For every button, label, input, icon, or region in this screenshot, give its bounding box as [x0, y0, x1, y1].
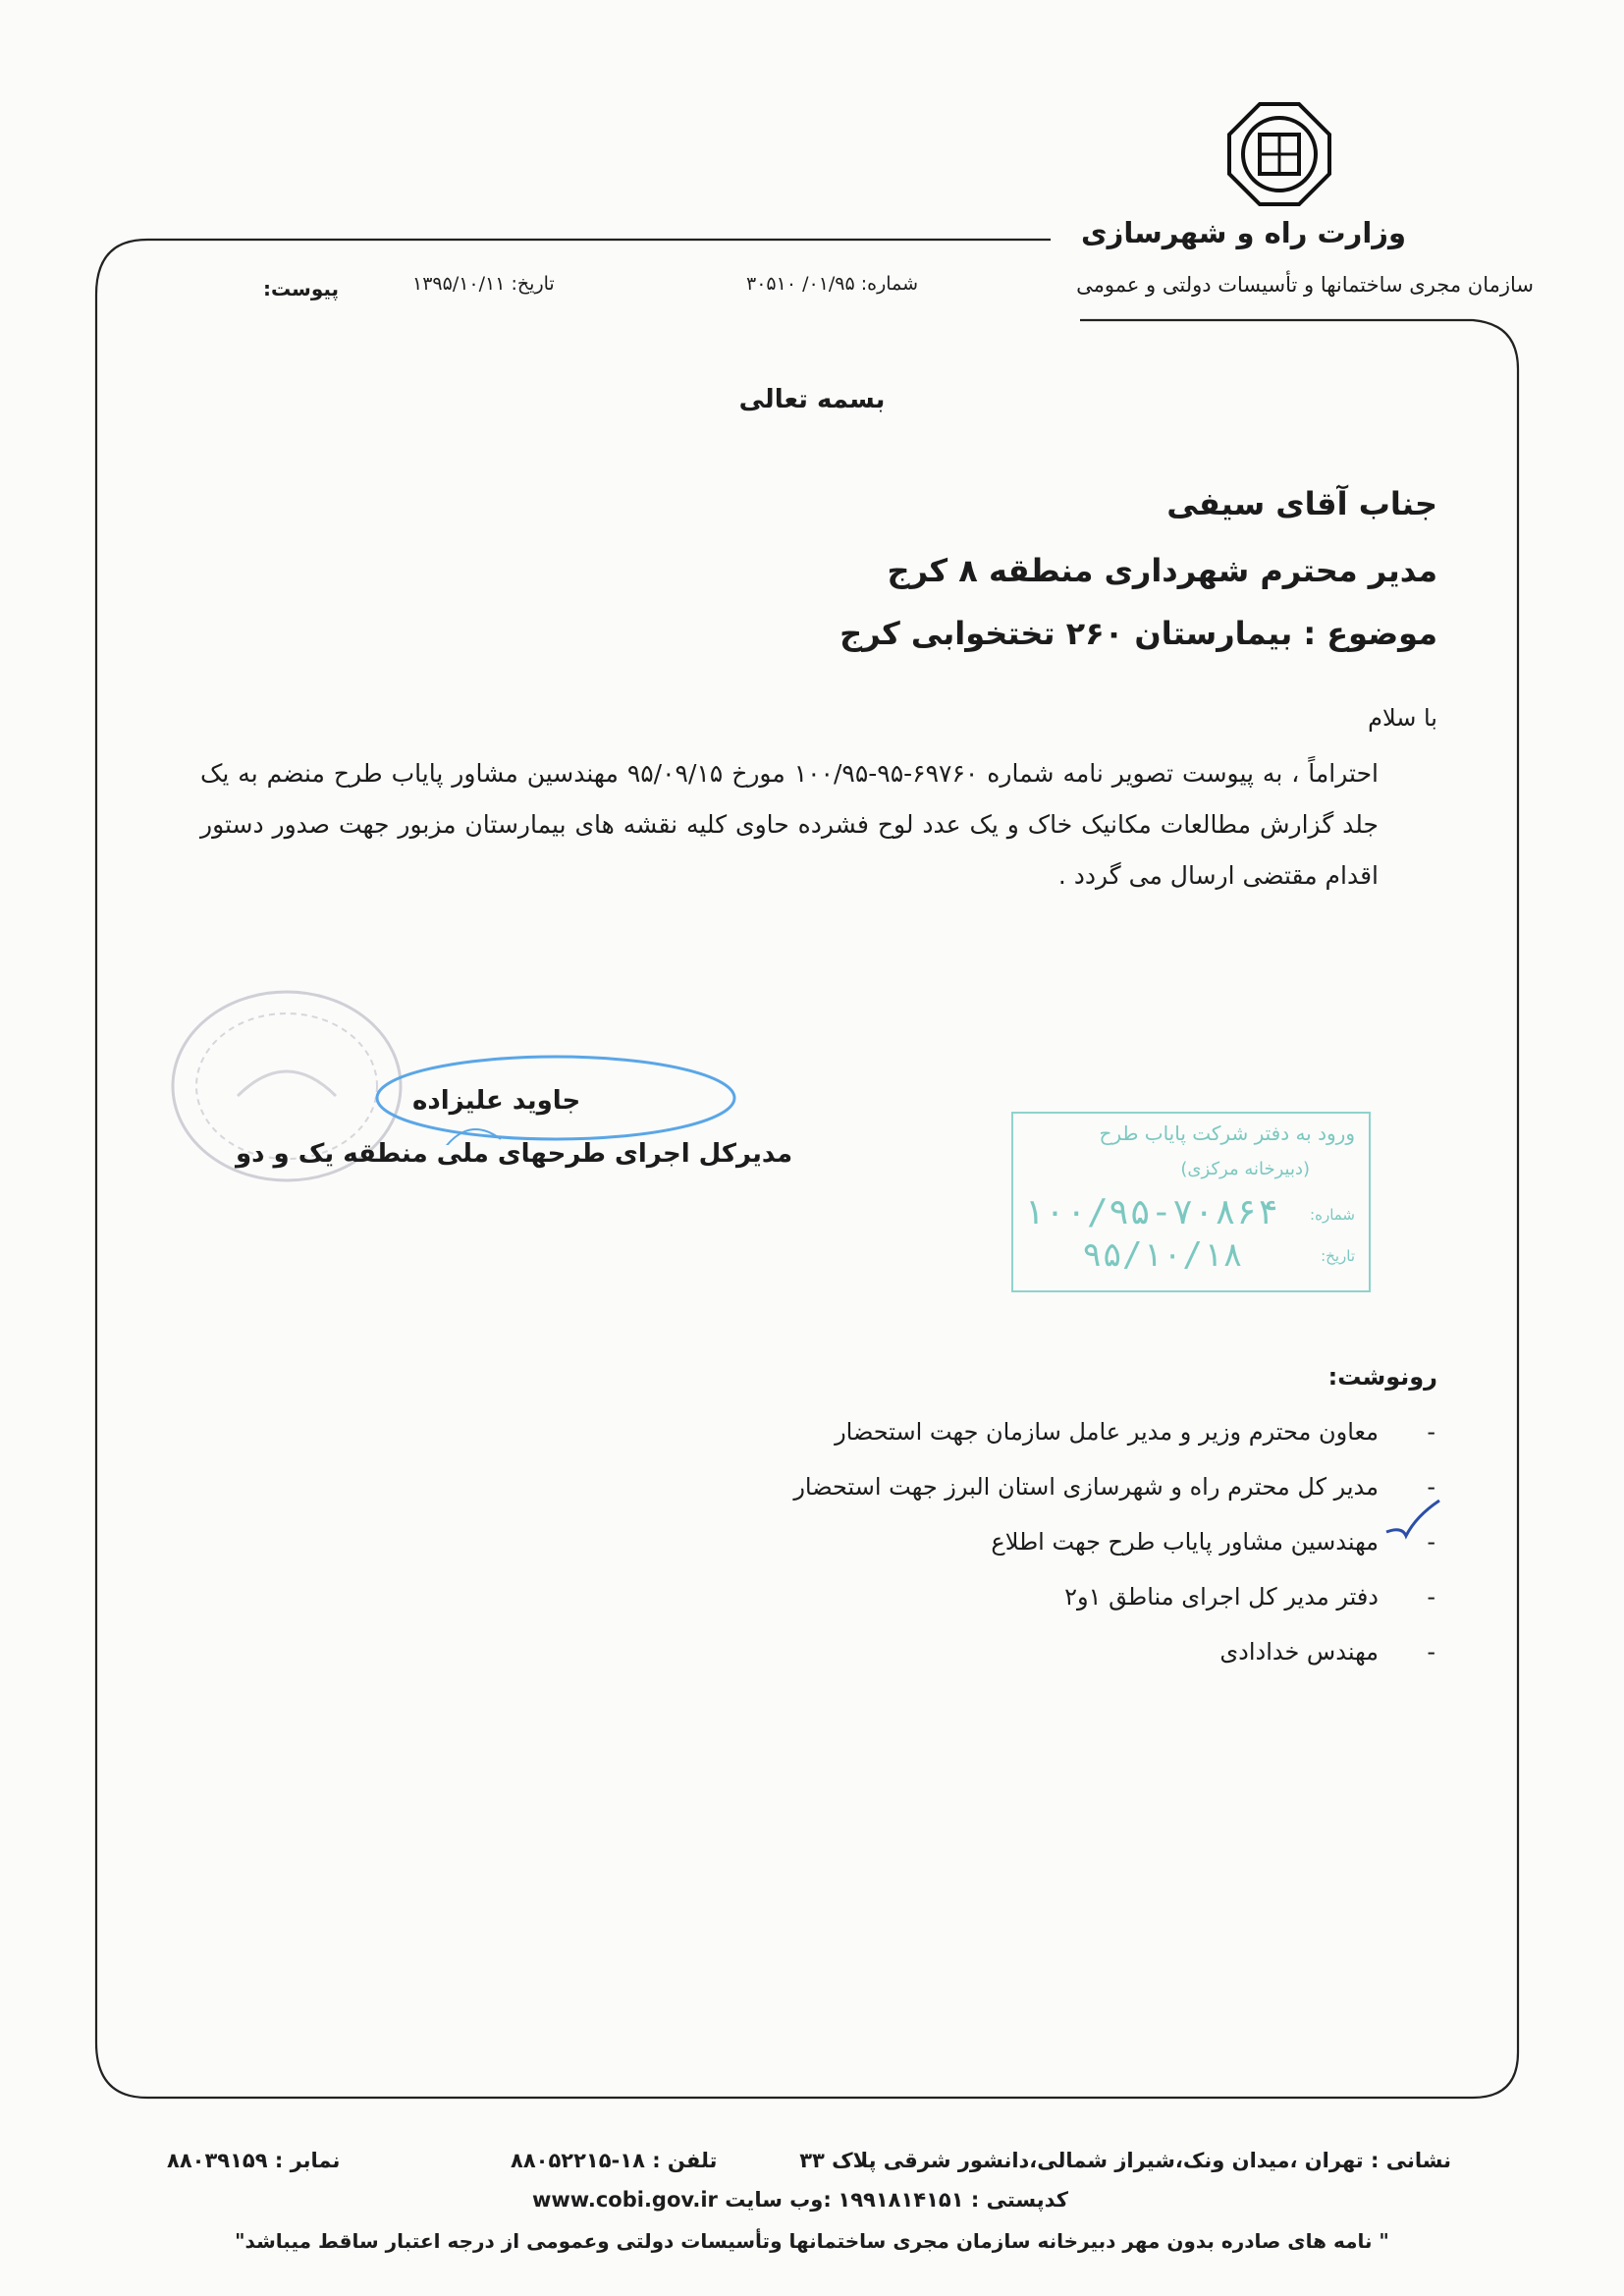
cc-item: - مهندسین مشاور پایاب طرح جهت اطلاع — [991, 1528, 1435, 1556]
subject-line: موضوع : بیمارستان ۲۶۰ تختخوابی کرج — [839, 615, 1437, 652]
stamp-line1: ورود به دفتر شرکت پایاب طرح — [1099, 1121, 1355, 1145]
greeting: با سلام — [1368, 704, 1437, 732]
bismillah-heading: بسمه تعالی — [738, 385, 886, 414]
footer-website-url[interactable]: www.cobi.gov.ir — [532, 2188, 718, 2212]
footer-disclaimer: " نامه های صادره بدون مهر دبیرخانه سازمان مجری ساختمانها وتأسیسات دولتی وعمومی از درجه اعتبار ساقط میباشد" — [235, 2229, 1389, 2253]
stamp-number-value: ۱۰۰/۹۵-۷۰۸۶۴ — [1023, 1192, 1279, 1232]
stamp-date-label: تاریخ: — [1321, 1247, 1355, 1265]
cc-list — [793, 1404, 1435, 1679]
signer-title: مدیرکل اجرای طرحهای ملی منطقه یک و دو — [236, 1139, 793, 1169]
letter-date-value: ۱۳۹۵/۱۰/۱۱ — [412, 273, 506, 295]
stamp-line2: (دبیرخانه مرکزی) — [1180, 1159, 1310, 1179]
footer-postal-code: کدپستی : ۱۹۹۱۸۱۴۱۵۱ — [838, 2188, 1068, 2212]
cc-item: - مدیر کل محترم راه و شهرسازی استان البرز جهت استحضار — [793, 1473, 1435, 1501]
letter-number — [746, 273, 918, 295]
body-paragraph: احتراماً ، به پیوست تصویر نامه شماره ۶۹۷۶۰-۹۵-۱۰۰/۹۵ مورخ ۹۵/۰۹/۱۵ مهندسین مشاور پایاب طرح منضم به یک جلد گزارش مطالعات مکانیک خاک و یک عدد لوح فشرده حاوی کلیه نقشه های بیمارستان مزبور جهت صدور دستور اقدام مقتضی ارسال می گردد . — [200, 759, 1379, 890]
letter-number-label: شماره: — [860, 273, 918, 295]
recipient-name: جناب آقای سیفی — [1166, 485, 1437, 522]
letter-number-value: ۰۱/۹۵/ ۳۰۵۱۰ — [746, 273, 855, 295]
cc-item: - دفتر مدیر کل اجرای مناطق ۱و۲ — [1064, 1583, 1435, 1611]
cc-item: - معاون محترم وزیر و مدیر عامل سازمان جهت استحضار — [835, 1418, 1435, 1446]
letter-date — [412, 273, 555, 295]
letter-date-label: تاریخ: — [511, 273, 555, 295]
signer-name: جاوید علیزاده — [412, 1086, 581, 1116]
organization-name: سازمان مجری ساختمانها و تأسیسات دولتی و عمومی — [1076, 273, 1534, 297]
check-mark-icon — [1382, 1497, 1441, 1546]
cc-label: رونوشت: — [1327, 1363, 1437, 1391]
stamp-number-label: شماره: — [1310, 1206, 1355, 1224]
footer-phone: تلفن : ۱۸-۸۸۰۵۲۲۱۵ — [511, 2149, 718, 2172]
stamp-date-value: ۹۵/۱۰/۱۸ — [1082, 1235, 1243, 1275]
footer-website-label: وب سایت: — [725, 2188, 832, 2212]
ministry-logo — [1227, 102, 1331, 206]
footer-address: نشانی : تهران ،میدان ونک،شیراز شمالی،دانشور شرقی پلاک ۳۳ — [799, 2149, 1451, 2172]
footer-website — [532, 2188, 832, 2212]
recipient-title: مدیر محترم شهرداری منطقه ۸ کرج — [887, 552, 1437, 589]
attachment-label: پیوست: — [263, 277, 340, 301]
cc-item: - مهندس خدادادی — [1219, 1638, 1435, 1666]
reception-stamp — [1011, 1112, 1371, 1292]
footer-fax: نمابر : ۸۸۰۳۹۱۵۹ — [167, 2149, 341, 2172]
ministry-name: وزارت راه و شهرسازی — [1081, 216, 1406, 249]
